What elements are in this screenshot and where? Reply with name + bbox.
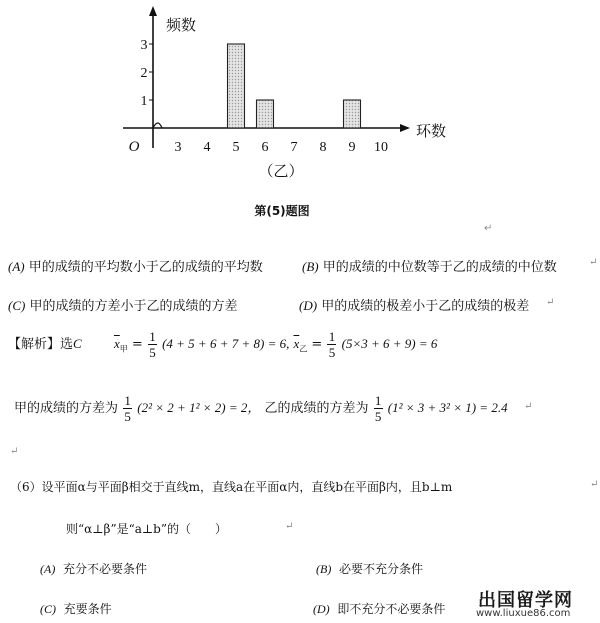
y-tick-label: 3 bbox=[140, 38, 148, 53]
var-yi-label: 乙的成绩的方差为 bbox=[264, 401, 369, 416]
x-tick-label: 6 bbox=[261, 140, 269, 155]
y-tick-label: 1 bbox=[140, 94, 148, 109]
analysis-line-1 bbox=[8, 330, 437, 364]
q6-option-c bbox=[40, 600, 112, 617]
watermark-url: www.liuxue86.com bbox=[476, 608, 571, 619]
chart-caption: （乙） bbox=[258, 162, 304, 180]
q5-option-d-text: 甲的成绩的极差小于乙的成绩的极差 bbox=[321, 299, 530, 314]
mean-yi-sub: 乙 bbox=[299, 344, 308, 354]
q5-option-b bbox=[302, 256, 557, 275]
mean-jia-eq: = bbox=[131, 337, 143, 352]
q5-option-a-text: 甲的成绩的平均数小于乙的成绩的平均数 bbox=[28, 260, 263, 275]
analysis-line-2 bbox=[14, 394, 508, 423]
para-mark: ↵ bbox=[524, 401, 533, 412]
q6-stem-line-1: （6）设平面α与平面β相交于直线m，直线a在平面α内，直线b在平面β内，且b⊥m bbox=[10, 480, 453, 494]
histogram-chart bbox=[0, 0, 600, 234]
analysis-answer: C bbox=[73, 336, 82, 351]
x-tick-label: 10 bbox=[374, 140, 388, 155]
para-mark: ↵ bbox=[590, 479, 599, 490]
para-mark: ↵ bbox=[10, 446, 19, 457]
x-tick-label: 5 bbox=[232, 140, 240, 155]
figure-title: 第(5)题图 bbox=[254, 204, 310, 218]
fraction-one-fifth: $\frac{1}{5}$ bbox=[328, 329, 336, 360]
q5-option-c-letter: (C) bbox=[8, 298, 26, 313]
q5-option-c bbox=[8, 295, 238, 314]
q5-option-a bbox=[8, 256, 263, 275]
bar-6 bbox=[257, 100, 274, 128]
y-axis-arrow bbox=[149, 6, 157, 16]
q6-option-c-letter: (C) bbox=[40, 602, 56, 616]
var-jia-expr: (2² × 2 + 1² × 2) = 2， bbox=[137, 400, 261, 415]
origin-label: O bbox=[128, 139, 140, 155]
bar-5 bbox=[228, 44, 245, 128]
q5-option-b-text: 甲的成绩的中位数等于乙的成绩的中位数 bbox=[322, 260, 557, 275]
para-mark: ↵ bbox=[546, 297, 555, 308]
x-tick-label: 9 bbox=[348, 140, 356, 155]
y-tick-label: 2 bbox=[140, 66, 148, 81]
mean-yi-expr: (5×3 + 6 + 9) = 6 bbox=[341, 336, 438, 351]
q6-stem-line-2: 则“α⊥β”是“a⊥b”的（ ） bbox=[66, 522, 227, 536]
fraction-one-fifth: $\frac{1}{5}$ bbox=[374, 393, 382, 424]
bar-9 bbox=[344, 100, 361, 128]
mean-jia-symbol: $\overline{x}$ bbox=[113, 336, 120, 351]
analysis-head: 【解析】选 bbox=[8, 337, 74, 352]
x-tick-label: 8 bbox=[319, 140, 327, 155]
var-jia-label: 甲的成绩的方差为 bbox=[14, 401, 119, 416]
q6-option-d bbox=[313, 600, 445, 617]
mean-yi-eq: = bbox=[311, 337, 323, 352]
q6-option-d-letter: (D) bbox=[313, 602, 330, 616]
y-axis-label: 频数 bbox=[166, 16, 197, 34]
q5-option-d bbox=[299, 295, 529, 314]
q5-option-c-text: 甲的成绩的方差小于乙的成绩的方差 bbox=[29, 299, 238, 314]
q6-option-b-letter: (B) bbox=[316, 562, 332, 576]
mean-yi-symbol: $\overline{x}$ bbox=[293, 336, 300, 351]
q6-option-b bbox=[316, 560, 423, 577]
x-axis-label: 环数 bbox=[416, 122, 447, 140]
fraction-one-fifth: $\frac{1}{5}$ bbox=[124, 393, 131, 424]
q6-option-b-text: 必要不充分条件 bbox=[338, 562, 423, 576]
para-mark: ↵ bbox=[285, 521, 294, 532]
x-tick-label: 4 bbox=[203, 140, 211, 155]
fraction-one-fifth: $\frac{1}{5}$ bbox=[149, 329, 156, 360]
var-yi-expr: (1² × 3 + 3² × 1) = 2.4 bbox=[387, 400, 508, 415]
x-axis-arrow bbox=[400, 124, 410, 132]
para-mark: ↵ bbox=[589, 257, 598, 268]
mean-jia-expr: (4 + 5 + 6 + 7 + 8) = 6, bbox=[162, 336, 290, 351]
x-tick-label: 3 bbox=[174, 140, 182, 155]
q5-option-b-letter: (B) bbox=[302, 259, 319, 274]
q6-option-a-text: 充分不必要条件 bbox=[62, 562, 147, 576]
para-mark: ↵ bbox=[484, 223, 493, 234]
q5-option-a-letter: (A) bbox=[8, 259, 25, 274]
q6-option-a-letter: (A) bbox=[40, 562, 56, 576]
mean-jia-sub: 甲 bbox=[119, 344, 128, 354]
q6-option-c-text: 充要条件 bbox=[63, 602, 112, 616]
q6-option-d-text: 即不充分不必要条件 bbox=[337, 602, 446, 616]
q5-option-d-letter: (D) bbox=[299, 298, 318, 313]
q6-option-a bbox=[40, 560, 147, 577]
watermark-logo-text: 出国留学网 bbox=[478, 590, 573, 611]
x-tick-label: 7 bbox=[290, 140, 298, 155]
